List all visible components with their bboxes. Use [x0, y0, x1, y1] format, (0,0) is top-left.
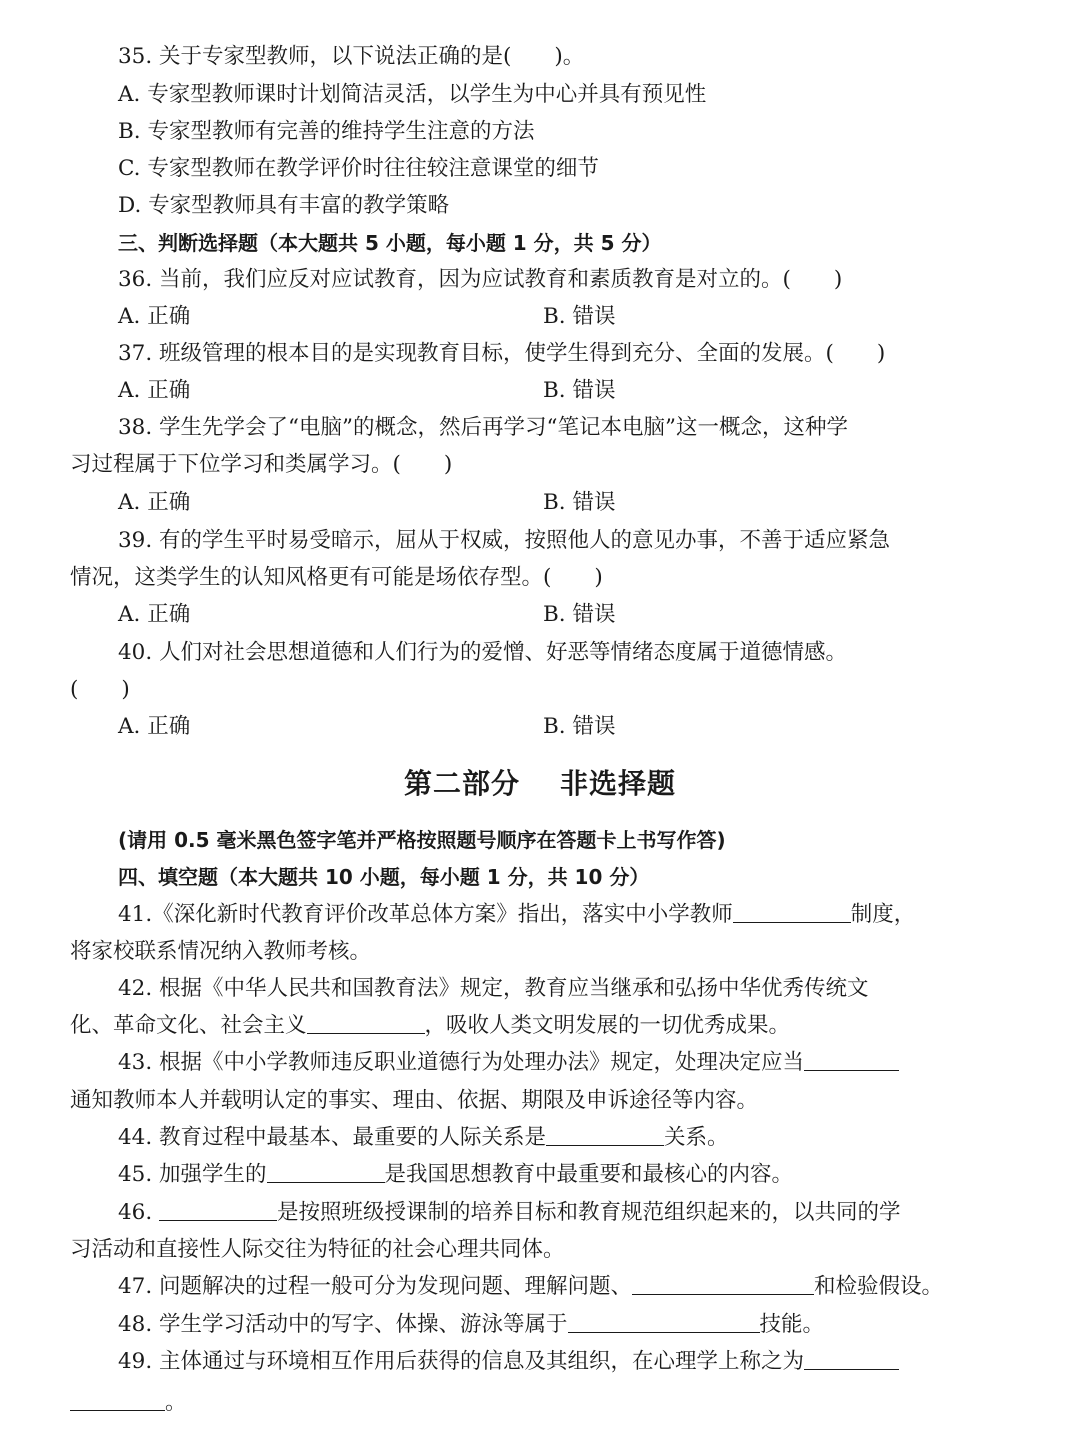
q40-stem-line1: 40. 人们对社会思想道德和人们行为的爱憎、好恶等情绪态度属于道德情感。 — [118, 640, 848, 665]
q35-option-b: B. 专家型教师有完善的维持学生注意的方法 — [118, 119, 535, 144]
q41-line1 — [0, 900, 1080, 930]
q45-post: 是我国思想教育中最重要和最核心的内容。 — [384, 1162, 794, 1187]
q35-option-c: C. 专家型教师在教学评价时往往较注意课堂的细节 — [118, 156, 599, 181]
q38-stem-line1: 38. 学生先学会了“电脑”的概念，然后再学习“笔记本电脑”这一概念，这种学 — [118, 415, 848, 440]
q45-line — [0, 1160, 1080, 1190]
q46-line1 — [0, 1198, 1080, 1228]
q49-line2 — [0, 1388, 1080, 1418]
section4-heading: 四、填空题（本大题共 10 小题，每小题 1 分，共 10 分） — [118, 865, 650, 889]
q43-line2: 通知教师本人并载明认定的事实、理由、依据、期限及申诉途径等内容。 — [70, 1088, 759, 1113]
q36-stem: 36. 当前，我们应反对应试教育，因为应试教育和素质教育是对立的。( ) — [118, 267, 843, 292]
q35-option-d: D. 专家型教师具有丰富的教学策略 — [118, 193, 450, 218]
part2-title — [0, 764, 1080, 804]
q49-pre: 49. 主体通过与环境相互作用后获得的信息及其组织，在心理学上称之为 — [118, 1349, 805, 1374]
q48-blank — [568, 1310, 760, 1333]
q39-stem-line2: 情况，这类学生的认知风格更有可能是场依存型。( ) — [70, 565, 603, 590]
q48-post: 技能。 — [759, 1312, 825, 1337]
q44-blank — [546, 1123, 664, 1146]
q36-option-b: B. 错误 — [543, 304, 616, 329]
q49-post: 。 — [165, 1390, 187, 1415]
part2-note: (请用 0.5 毫米黑色签字笔并严格按照题号顺序在答题卡上书写作答) — [118, 828, 726, 852]
q48-line — [0, 1310, 1080, 1340]
q46-pre: 46. — [118, 1200, 160, 1225]
q46-post: 是按照班级授课制的培养目标和教育规范组织起来的，以共同的学 — [277, 1200, 901, 1225]
q37-option-a: A. 正确 — [118, 378, 191, 403]
q38-option-b: B. 错误 — [543, 490, 616, 515]
q35-option-a: A. 专家型教师课时计划简洁灵活，以学生为中心并具有预见性 — [118, 82, 707, 107]
q40-option-a: A. 正确 — [118, 714, 191, 739]
q45-pre: 45. 加强学生的 — [118, 1162, 267, 1187]
q47-pre: 47. 问题解决的过程一般可分为发现问题、理解问题、 — [118, 1274, 633, 1299]
q47-line — [0, 1272, 1080, 1302]
q39-option-a: A. 正确 — [118, 602, 191, 627]
q49-blank-continued — [70, 1388, 165, 1411]
q45-blank — [267, 1160, 385, 1183]
q49-blank — [804, 1347, 899, 1370]
q38-stem-line2: 习过程属于下位学习和类属学习。( ) — [70, 452, 453, 477]
q47-blank — [632, 1272, 814, 1295]
q44-post: 关系。 — [664, 1125, 729, 1150]
q49-line1 — [0, 1347, 1080, 1377]
q46-line2: 习活动和直接性人际交往为特征的社会心理共同体。 — [70, 1237, 565, 1262]
q41-blank — [733, 900, 851, 923]
q39-stem-line1: 39. 有的学生平时易受暗示，屈从于权威，按照他人的意见办事，不善于适应紧急 — [118, 528, 891, 553]
q36-option-a: A. 正确 — [118, 304, 191, 329]
q42-line1: 42. 根据《中华人民共和国教育法》规定，教育应当继承和弘扬中华优秀传统文 — [118, 976, 869, 1001]
q41-pre: 41.《深化新时代教育评价改革总体方案》指出，落实中小学教师 — [118, 902, 733, 927]
section3-heading: 三、判断选择题（本大题共 5 小题，每小题 1 分，共 5 分） — [118, 231, 662, 255]
q43-pre: 43. 根据《中小学教师违反职业道德行为处理办法》规定，处理决定应当 — [118, 1050, 805, 1075]
q46-blank — [159, 1198, 277, 1221]
q42-line2 — [0, 1011, 1080, 1041]
part2-title-left: 第二部分 — [403, 767, 520, 800]
q43-blank — [804, 1048, 899, 1071]
q37-option-b: B. 错误 — [543, 378, 616, 403]
q44-line — [0, 1123, 1080, 1153]
q44-pre: 44. 教育过程中最基本、最重要的人际关系是 — [118, 1125, 547, 1150]
q42-blank — [307, 1011, 425, 1034]
q40-stem-line2: ( ) — [70, 677, 130, 702]
q39-option-b: B. 错误 — [543, 602, 616, 627]
q37-stem: 37. 班级管理的根本目的是实现教育目标，使学生得到充分、全面的发展。( ) — [118, 341, 886, 366]
q41-line2: 将家校联系情况纳入教师考核。 — [70, 939, 372, 964]
q38-option-a: A. 正确 — [118, 490, 191, 515]
q42-pre: 化、革命文化、社会主义 — [70, 1013, 307, 1038]
q43-line1 — [0, 1048, 1080, 1078]
q42-post: ，吸收人类文明发展的一切优秀成果。 — [424, 1013, 791, 1038]
q47-post: 和检验假设。 — [814, 1274, 944, 1299]
q41-post: 制度， — [850, 902, 916, 927]
q35-stem: 35. 关于专家型教师，以下说法正确的是( )。 — [118, 44, 585, 69]
part2-title-right: 非选择题 — [560, 767, 677, 800]
q40-option-b: B. 错误 — [543, 714, 616, 739]
q48-pre: 48. 学生学习活动中的写字、体操、游泳等属于 — [118, 1312, 568, 1337]
